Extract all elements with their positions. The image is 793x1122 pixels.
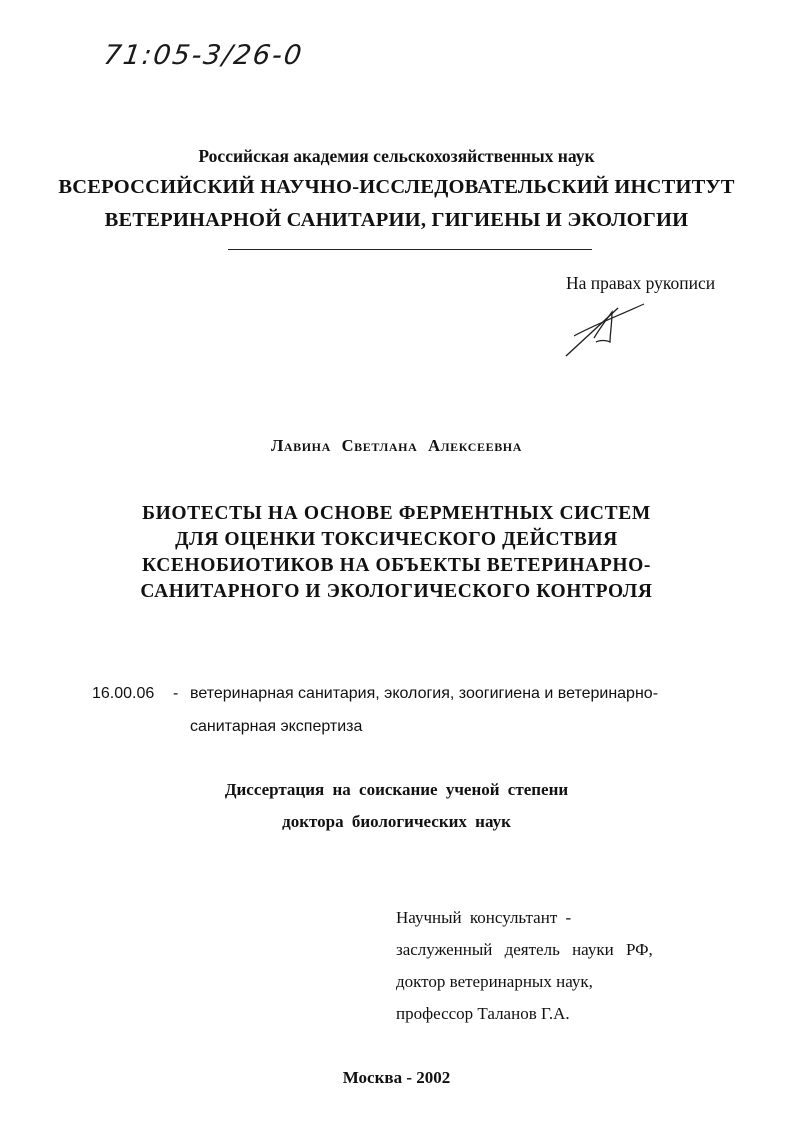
degree-line2: доктора биологических наук — [282, 812, 511, 831]
consultant-line3: доктор ветеринарных наук, — [396, 972, 593, 991]
dissertation-title-line3: КСЕНОБИОТИКОВ НА ОБЪЕКТЫ ВЕТЕРИНАРНО- — [141, 555, 651, 576]
author-name: Лавина Светлана Алексеевна — [270, 436, 523, 455]
academy-name: Российская академия сельскохозяйственных наук — [198, 146, 595, 166]
signature — [560, 298, 650, 360]
dissertation-title-line2: ДЛЯ ОЦЕНКИ ТОКСИЧЕСКОГО ДЕЙСТВИЯ — [175, 529, 618, 550]
degree-line1: Диссертация на соискание ученой степени — [224, 780, 569, 799]
consultant-line4: профессор Таланов Г.А. — [396, 1004, 570, 1023]
institute-name-line2: ВЕТЕРИНАРНОЙ САНИТАРИИ, ГИГИЕНЫ И ЭКОЛОГИИ — [104, 209, 689, 231]
specialty-code: 16.00.06 — [92, 685, 155, 702]
specialty-name-line1: ветеринарная санитария, экология, зоогигиена и ветеринарно- — [190, 685, 659, 702]
consultant-line1: Научный консультант - — [396, 908, 572, 927]
specialty-name-line2: санитарная экспертиза — [190, 718, 363, 735]
specialty-dash: - — [173, 685, 179, 702]
institute-name-line1: ВСЕРОССИЙСКИЙ НАУЧНО-ИССЛЕДОВАТЕЛЬСКИЙ ИНСТИТУТ — [58, 176, 735, 198]
city-year: Москва - 2002 — [342, 1068, 451, 1087]
dissertation-title-line1: БИОТЕСТЫ НА ОСНОВЕ ФЕРМЕНТНЫХ СИСТЕМ — [142, 503, 651, 524]
consultant-line2: заслуженный деятель науки РФ, — [396, 940, 653, 959]
archive-code-handwritten: 71:05-3/26-0 — [101, 40, 306, 71]
header-divider — [228, 249, 592, 250]
dissertation-title-line4: САНИТАРНОГО И ЭКОЛОГИЧЕСКОГО КОНТРОЛЯ — [140, 581, 653, 602]
manuscript-rights-note: На правах рукописи — [566, 273, 716, 293]
